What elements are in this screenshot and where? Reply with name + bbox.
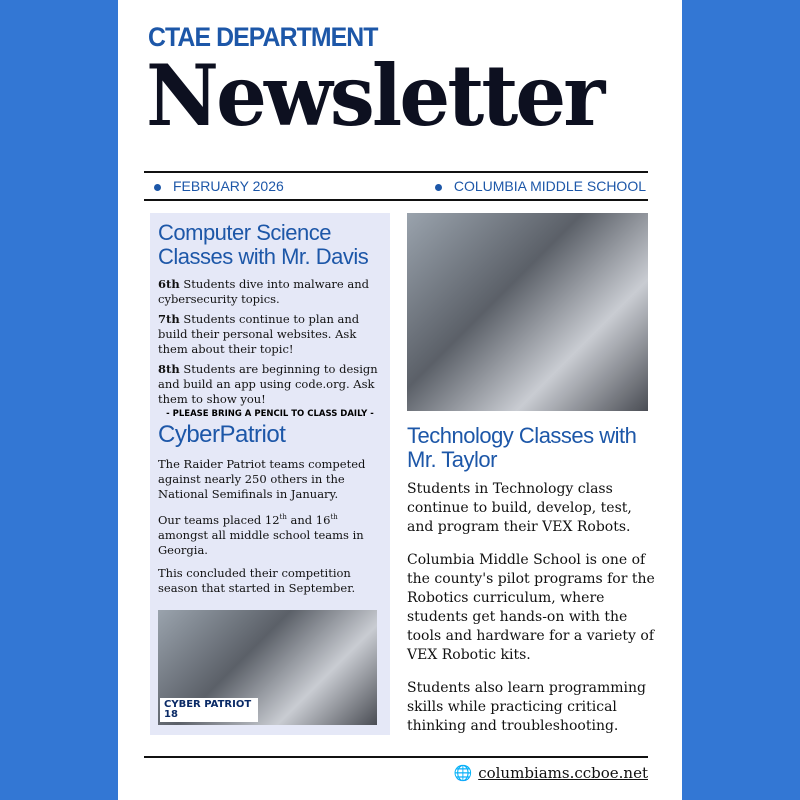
cyber-p2: Our teams placed 12th and 16th amongst all middle school teams in Georgia. [158,512,364,557]
cyber-p3: This concluded their competition season that started in September. [158,565,356,595]
cyberpatriot-logo: CYBER PATRIOT 18 [160,698,258,722]
divider [144,756,648,758]
cs-item: 7th Students continue to plan and build their personal websites. Ask them about their topic! [158,312,360,356]
tech-p2: Columbia Middle School is one of the county's pilot programs for the Robotics curriculum, where students get hands-on with the tools and hardware for a variety of VEX Robotic kits. [407,552,655,663]
school-label: COLUMBIA MIDDLE SCHOOL [435,178,646,194]
robotics-photo [407,213,648,411]
divider [144,171,648,173]
tech-p3: Students also learn programming skills while practicing critical thinking and troubleshooting. [407,680,647,734]
cs-item: 6th Students dive into malware and cybersecurity topics. [158,277,370,306]
cyberpatriot-photo [158,610,377,725]
cs-panel [150,213,390,735]
globe-icon: 🌐 [453,764,473,782]
tech-heading: Technology Classes with Mr. Taylor [407,423,637,472]
tech-p1: Students in Technology class continue to build, develop, test, and program their VEX Robots. [407,481,632,535]
page-title: Newsletter [146,46,603,145]
cs-item: 8th Students are beginning to design and build an app using code.org. Ask them to show you! [158,362,378,406]
cyberpatriot-heading: CyberPatriot [158,421,286,448]
cs-heading: Computer Science Classes with Mr. Davis [158,220,369,269]
date-label: FEBRUARY 2026 [154,178,284,194]
newsletter-page [118,0,682,800]
department-label: CTAE DEPARTMENT [148,22,378,52]
divider [144,199,648,201]
pencil-note: - PLEASE BRING A PENCIL TO CLASS DAILY - [166,409,374,419]
cyber-p1: The Raider Patriot teams competed against nearly 250 others in the National Semifinals in January. [158,457,366,501]
footer-link[interactable]: 🌐 columbiams.ccboe.net [453,764,648,782]
